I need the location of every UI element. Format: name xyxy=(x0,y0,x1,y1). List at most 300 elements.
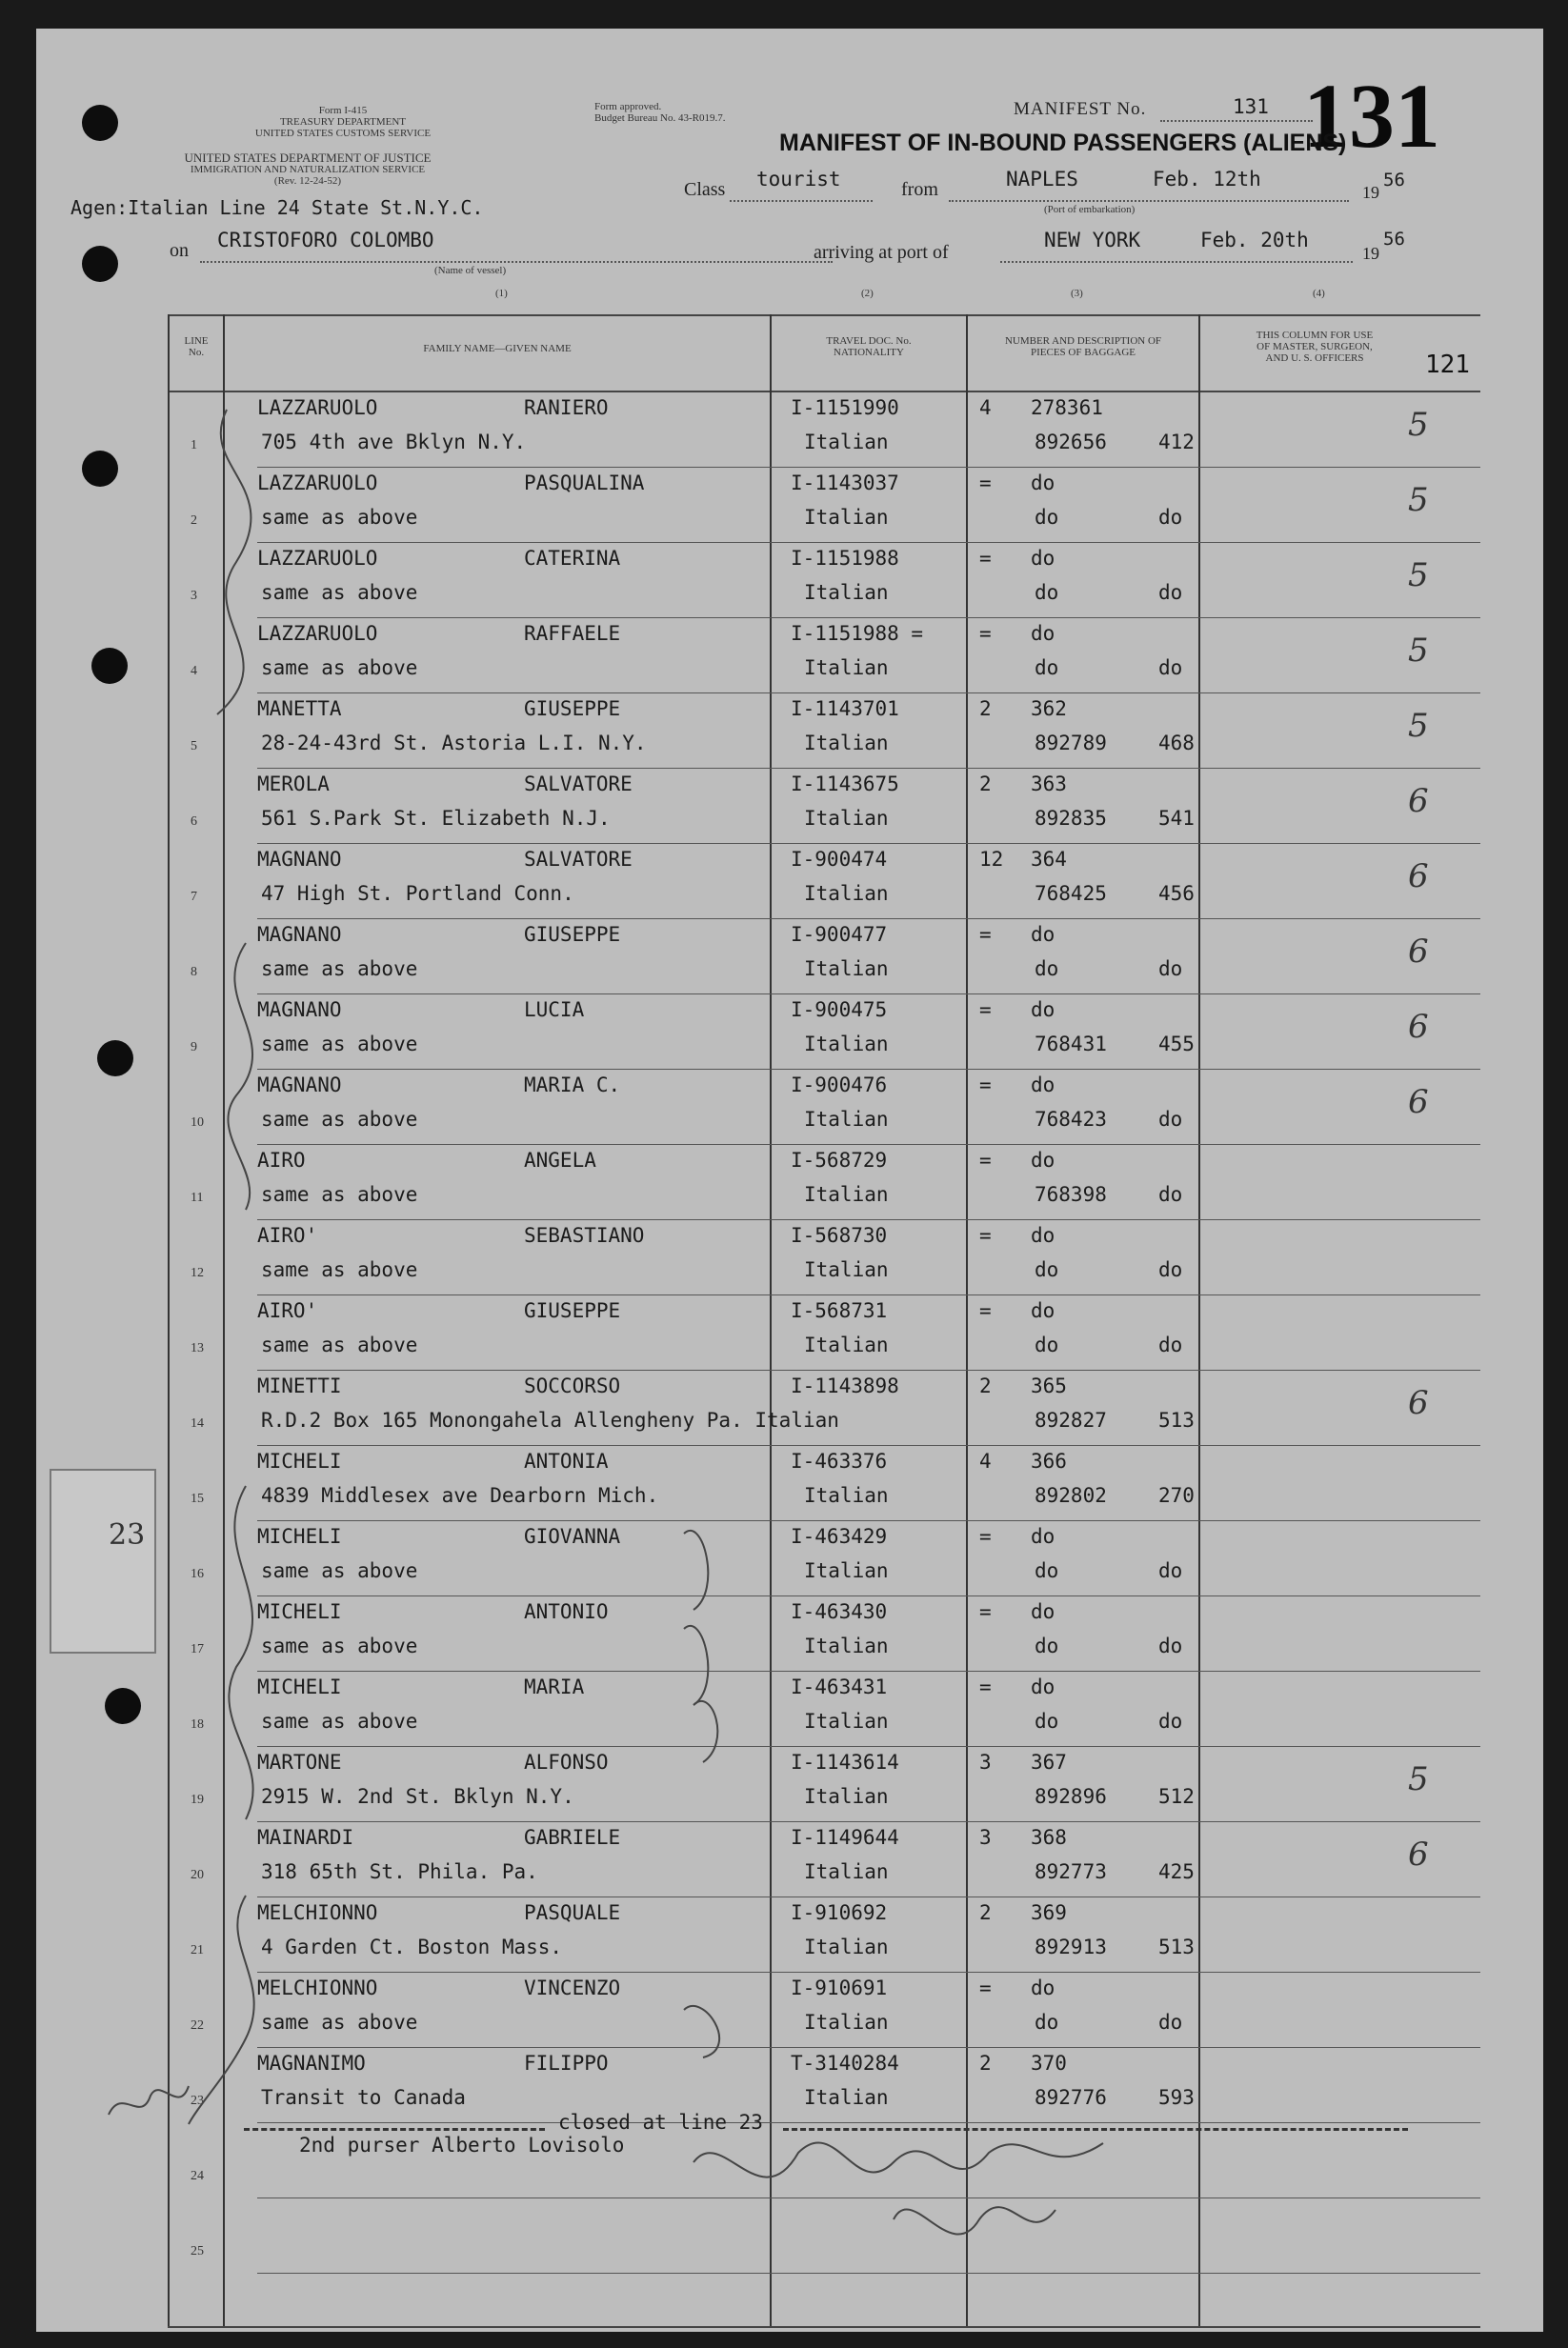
baggage-pieces: 2 xyxy=(979,773,992,795)
given-name: VINCENZO xyxy=(524,1977,621,1999)
officers-header-2: OF MASTER, SURGEON, xyxy=(1256,341,1373,352)
address: 28-24-43rd St. Astoria L.I. N.Y. xyxy=(261,732,647,754)
baggage-tag: 892789 xyxy=(1035,732,1107,754)
baggage-ref: do xyxy=(1031,1977,1055,1999)
line-number: 14 xyxy=(191,1416,204,1431)
line-header-2: No. xyxy=(188,347,205,358)
travel-doc: I-568729 xyxy=(791,1149,888,1172)
travel-doc: I-568730 xyxy=(791,1224,888,1247)
given-name: PASQUALE xyxy=(524,1901,621,1924)
baggage-ref: 278361 xyxy=(1031,396,1103,419)
family-name: LAZZARUOLO xyxy=(257,622,378,645)
baggage-tag: do xyxy=(1035,957,1059,980)
baggage-pieces: 2 xyxy=(979,697,992,720)
on-label: on xyxy=(170,240,189,261)
given-name: SALVATORE xyxy=(524,773,633,795)
line-number: 24 xyxy=(191,2169,204,2183)
baggage-ref: 364 xyxy=(1031,848,1067,871)
baggage-pieces: = xyxy=(979,1224,992,1247)
col-number-2: (2) xyxy=(861,288,874,299)
initial-mark xyxy=(684,1626,708,1705)
baggage-ref: 363 xyxy=(1031,773,1067,795)
given-name: FILIPPO xyxy=(524,2052,609,2075)
baggage-pieces: 4 xyxy=(979,1450,992,1473)
given-name: ANTONIO xyxy=(524,1600,609,1623)
address: same as above xyxy=(261,1635,418,1657)
family-name: MARTONE xyxy=(257,1751,342,1774)
line-number: 5 xyxy=(191,739,197,753)
baggage-ref: 366 xyxy=(1031,1450,1067,1473)
baggage-weight: 456 xyxy=(1158,882,1195,905)
baggage-ref: do xyxy=(1031,622,1055,645)
baggage-tag: do xyxy=(1035,1334,1059,1356)
travel-doc: I-568731 xyxy=(791,1299,888,1322)
manifest-no-label: MANIFEST No. xyxy=(1014,99,1147,119)
line-number: 2 xyxy=(191,513,197,528)
line-number: 22 xyxy=(191,2018,204,2033)
vessel-name: CRISTOFORO COLOMBO xyxy=(217,229,434,251)
line-number: 17 xyxy=(191,1642,204,1656)
baggage-weight: do xyxy=(1158,581,1183,604)
baggage-pieces: = xyxy=(979,1977,992,1999)
given-name: CATERINA xyxy=(524,547,621,570)
officer-mark: 6 xyxy=(1408,1083,1429,1121)
baggage-weight: do xyxy=(1158,1710,1183,1733)
baggage-ref: do xyxy=(1031,1299,1055,1322)
address: same as above xyxy=(261,506,418,529)
baggage-tag: do xyxy=(1035,1635,1059,1657)
manifest-sheet xyxy=(36,29,1543,2332)
given-name: GIUSEPPE xyxy=(524,697,621,720)
dept-justice: UNITED STATES DEPARTMENT OF JUSTICE xyxy=(184,151,432,165)
closed-at-line: closed at line 23 xyxy=(558,2111,763,2134)
travel-doc: I-1143701 xyxy=(791,697,899,720)
baggage-weight: 412 xyxy=(1158,431,1195,453)
family-name: MICHELI xyxy=(257,1450,342,1473)
given-name: MARIA C. xyxy=(524,1074,621,1096)
address: same as above xyxy=(261,1183,418,1206)
travel-doc: I-1143614 xyxy=(791,1751,899,1774)
travel-header-1: TRAVEL DOC. No. xyxy=(826,335,912,347)
line-number: 21 xyxy=(191,1943,204,1957)
stamp-number: 23 xyxy=(109,1518,146,1552)
baggage-weight: 270 xyxy=(1158,1484,1195,1507)
form-approved: Form approved. xyxy=(594,101,662,112)
address: same as above xyxy=(261,1108,418,1131)
line-number: 18 xyxy=(191,1717,204,1732)
given-name: ALFONSO xyxy=(524,1751,609,1774)
nationality: Italian xyxy=(804,506,889,529)
form-number: Form I-415 xyxy=(318,105,368,116)
given-name: GIUSEPPE xyxy=(524,923,621,946)
nationality: Italian xyxy=(804,1710,889,1733)
baggage-weight: do xyxy=(1158,506,1183,529)
baggage-tag: 892913 xyxy=(1035,1936,1107,1958)
baggage-ref: 362 xyxy=(1031,697,1067,720)
nationality: Italian xyxy=(804,732,889,754)
given-name: ANGELA xyxy=(524,1149,596,1172)
officer-mark: 6 xyxy=(1408,1836,1429,1874)
family-name: MAGNANO xyxy=(257,998,342,1021)
given-name: SALVATORE xyxy=(524,848,633,871)
officer-mark: 5 xyxy=(1408,707,1429,745)
class-value: tourist xyxy=(756,168,841,191)
line-number: 6 xyxy=(191,814,197,829)
baggage-tag: 892827 xyxy=(1035,1409,1107,1432)
baggage-tag: 892835 xyxy=(1035,807,1107,830)
embark-port: NAPLES xyxy=(1006,168,1078,191)
signature-scrawl xyxy=(694,2142,1103,2177)
baggage-ref: do xyxy=(1031,1224,1055,1247)
baggage-weight: do xyxy=(1158,1258,1183,1281)
given-name: ANTONIA xyxy=(524,1450,609,1473)
officer-mark: 6 xyxy=(1408,1384,1429,1422)
baggage-pieces: = xyxy=(979,923,992,946)
line-number: 19 xyxy=(191,1793,204,1807)
baggage-pieces: 2 xyxy=(979,2052,992,2075)
line-number: 13 xyxy=(191,1341,204,1355)
travel-doc: I-900477 xyxy=(791,923,888,946)
baggage-tag: do xyxy=(1035,581,1059,604)
given-name: GABRIELE xyxy=(524,1826,621,1849)
baggage-ref: 368 xyxy=(1031,1826,1067,1849)
officer-mark: 5 xyxy=(1408,406,1429,444)
arrival-year-suffix: 56 xyxy=(1383,229,1405,250)
line-number: 8 xyxy=(191,965,197,979)
baggage-pieces: = xyxy=(979,622,992,645)
family-name: AIRO' xyxy=(257,1224,318,1247)
budget-bureau: Budget Bureau No. 43-R019.7. xyxy=(594,112,726,124)
given-name: GIOVANNA xyxy=(524,1525,621,1548)
baggage-tag: do xyxy=(1035,656,1059,679)
address: same as above xyxy=(261,1258,418,1281)
baggage-weight: 541 xyxy=(1158,807,1195,830)
baggage-tag: 892656 xyxy=(1035,431,1107,453)
initial-mark xyxy=(684,1531,708,1610)
line-number: 20 xyxy=(191,1868,204,1882)
line-number: 9 xyxy=(191,1040,197,1054)
nationality: Italian xyxy=(804,882,889,905)
nationality: Italian xyxy=(804,1183,889,1206)
given-name: SEBASTIANO xyxy=(524,1224,645,1247)
baggage-pieces: 3 xyxy=(979,1826,992,1849)
officer-mark: 6 xyxy=(1408,782,1429,820)
nationality: Italian xyxy=(804,1258,889,1281)
arrival-year-prefix: 19 xyxy=(1362,244,1379,263)
line-number: 25 xyxy=(191,2244,204,2258)
baggage-pieces: 12 xyxy=(979,848,1004,871)
nationality: Italian xyxy=(804,656,889,679)
line-number: 1 xyxy=(191,438,197,452)
baggage-pieces: = xyxy=(979,998,992,1021)
margin-scrawl xyxy=(109,2086,189,2115)
address: 318 65th St. Phila. Pa. xyxy=(261,1860,538,1883)
family-name: LAZZARUOLO xyxy=(257,547,378,570)
officer-mark: 5 xyxy=(1408,556,1429,594)
address: 2915 W. 2nd St. Bklyn N.Y. xyxy=(261,1785,574,1808)
baggage-tag: 892896 xyxy=(1035,1785,1107,1808)
baggage-tag: 892802 xyxy=(1035,1484,1107,1507)
baggage-weight: do xyxy=(1158,1183,1183,1206)
purser-line: 2nd purser Alberto Lovisolo xyxy=(299,2134,625,2157)
officers-header-3: AND U. S. OFFICERS xyxy=(1265,352,1364,364)
baggage-ref: 367 xyxy=(1031,1751,1067,1774)
travel-doc: I-910691 xyxy=(791,1977,888,1999)
baggage-weight: 425 xyxy=(1158,1860,1195,1883)
agent-line: Agen:Italian Line 24 State St.N.Y.C. xyxy=(70,196,484,219)
travel-doc: I-463429 xyxy=(791,1525,888,1548)
travel-doc: I-900475 xyxy=(791,998,888,1021)
nationality: Italian xyxy=(804,1484,889,1507)
bracket-mark xyxy=(189,1896,254,2124)
baggage-weight: 513 xyxy=(1158,1936,1195,1958)
travel-doc: I-1143675 xyxy=(791,773,899,795)
bracket-mark xyxy=(217,410,251,714)
line-header-1: LINE xyxy=(184,335,209,347)
nationality: Italian xyxy=(804,2086,889,2109)
baggage-weight: 512 xyxy=(1158,1785,1195,1808)
initial-mark xyxy=(694,1701,717,1762)
manifest-big-number: 131 xyxy=(1303,65,1440,167)
baggage-tag: do xyxy=(1035,1710,1059,1733)
baggage-pieces: = xyxy=(979,1676,992,1698)
baggage-weight: do xyxy=(1158,2011,1183,2034)
family-name: MICHELI xyxy=(257,1676,342,1698)
baggage-tag: 768425 xyxy=(1035,882,1107,905)
address: Transit to Canada xyxy=(261,2086,466,2109)
line-number: 16 xyxy=(191,1567,204,1581)
given-name: RANIERO xyxy=(524,396,609,419)
family-name: LAZZARUOLO xyxy=(257,472,378,494)
travel-header-2: NATIONALITY xyxy=(834,347,904,358)
from-label: from xyxy=(901,179,938,200)
baggage-weight: 455 xyxy=(1158,1033,1195,1055)
baggage-pieces: = xyxy=(979,547,992,570)
address: 4 Garden Ct. Boston Mass. xyxy=(261,1936,563,1958)
baggage-weight: do xyxy=(1158,1108,1183,1131)
form-dept: TREASURY DEPARTMENT xyxy=(279,116,407,128)
address: same as above xyxy=(261,1033,418,1055)
travel-doc: I-1143037 xyxy=(791,472,899,494)
baggage-weight: do xyxy=(1158,1559,1183,1582)
address: same as above xyxy=(261,1559,418,1582)
family-name: AIRO xyxy=(257,1149,306,1172)
baggage-header-2: PIECES OF BAGGAGE xyxy=(1030,347,1136,358)
officer-mark: 5 xyxy=(1408,481,1429,519)
nationality: Italian xyxy=(804,1860,889,1883)
family-name: MELCHIONNO xyxy=(257,1977,378,1999)
line-number: 3 xyxy=(191,589,197,603)
baggage-ref: 369 xyxy=(1031,1901,1067,1924)
col-number-1: (1) xyxy=(495,288,508,299)
nationality: Italian xyxy=(804,1033,889,1055)
handwriting-overlay xyxy=(36,29,1543,2332)
family-name: MICHELI xyxy=(257,1525,342,1548)
margin-number: 121 xyxy=(1425,351,1470,379)
line-number: 15 xyxy=(191,1492,204,1506)
baggage-pieces: = xyxy=(979,1600,992,1623)
baggage-pieces: = xyxy=(979,1149,992,1172)
travel-doc: I-1151988 xyxy=(791,547,899,570)
col-number-4: (4) xyxy=(1313,288,1325,299)
address: 4839 Middlesex ave Dearborn Mich. xyxy=(261,1484,659,1507)
family-name: MANETTA xyxy=(257,697,342,720)
travel-doc: I-463430 xyxy=(791,1600,888,1623)
given-name: RAFFAELE xyxy=(524,622,621,645)
baggage-weight: do xyxy=(1158,656,1183,679)
baggage-pieces: = xyxy=(979,1525,992,1548)
depart-year-suffix: 56 xyxy=(1383,170,1405,191)
address: 561 S.Park St. Elizabeth N.J. xyxy=(261,807,611,830)
travel-doc: I-1151988 = xyxy=(791,622,924,645)
family-name: MAINARDI xyxy=(257,1826,354,1849)
officer-mark: 6 xyxy=(1408,933,1429,971)
nationality: Italian xyxy=(804,807,889,830)
travel-doc: I-1151990 xyxy=(791,396,899,419)
manifest-no-value: 131 xyxy=(1233,95,1269,118)
nationality: Italian xyxy=(804,1635,889,1657)
line-number: 12 xyxy=(191,1266,204,1280)
baggage-pieces: = xyxy=(979,1074,992,1096)
line-number: 23 xyxy=(191,2094,204,2108)
baggage-ref: do xyxy=(1031,1149,1055,1172)
address: same as above xyxy=(261,581,418,604)
given-name: LUCIA xyxy=(524,998,585,1021)
family-name: MEROLA xyxy=(257,773,330,795)
baggage-pieces: = xyxy=(979,1299,992,1322)
travel-doc: I-900474 xyxy=(791,848,888,871)
nationality: Italian xyxy=(804,1334,889,1356)
depart-date: Feb. 12th xyxy=(1153,168,1261,191)
baggage-tag: 768423 xyxy=(1035,1108,1107,1131)
arriving-label: arriving at port of xyxy=(814,242,949,263)
address: same as above xyxy=(261,656,418,679)
baggage-ref: do xyxy=(1031,1074,1055,1096)
baggage-weight: do xyxy=(1158,1635,1183,1657)
port-caption: (Port of embarkation) xyxy=(1044,204,1136,215)
baggage-tag: do xyxy=(1035,2011,1059,2034)
baggage-tag: do xyxy=(1035,1559,1059,1582)
nationality: Italian xyxy=(804,431,889,453)
col-header-name: FAMILY NAME—GIVEN NAME xyxy=(423,343,572,354)
form-rev: (Rev. 12-24-52) xyxy=(273,175,342,187)
travel-doc: I-1149644 xyxy=(791,1826,899,1849)
given-name: PASQUALINA xyxy=(524,472,645,494)
baggage-pieces: 4 xyxy=(979,396,992,419)
col-number-3: (3) xyxy=(1071,288,1083,299)
nationality: Italian xyxy=(804,1785,889,1808)
given-name: MARIA xyxy=(524,1676,585,1698)
page-title: MANIFEST OF IN-BOUND PASSENGERS (ALIENS) xyxy=(779,130,1347,156)
baggage-tag: do xyxy=(1035,1258,1059,1281)
address: same as above xyxy=(261,957,418,980)
address: 705 4th ave Bklyn N.Y. xyxy=(261,431,527,453)
baggage-tag: 768431 xyxy=(1035,1033,1107,1055)
baggage-ref: 370 xyxy=(1031,2052,1067,2075)
officers-header-1: THIS COLUMN FOR USE xyxy=(1256,330,1374,341)
officer-mark: 6 xyxy=(1408,857,1429,895)
given-name: SOCCORSO xyxy=(524,1375,621,1397)
travel-doc: T-3140284 xyxy=(791,2052,899,2075)
initial-mark xyxy=(684,2006,719,2057)
baggage-ref: do xyxy=(1031,923,1055,946)
baggage-pieces: = xyxy=(979,472,992,494)
family-name: AIRO' xyxy=(257,1299,318,1322)
nationality: Italian xyxy=(804,1559,889,1582)
class-label: Class xyxy=(684,179,726,200)
family-name: MAGNANO xyxy=(257,848,342,871)
address: R.D.2 Box 165 Monongahela Allengheny Pa. Italian xyxy=(261,1409,839,1432)
baggage-tag: do xyxy=(1035,506,1059,529)
family-name: MICHELI xyxy=(257,1600,342,1623)
family-name: MELCHIONNO xyxy=(257,1901,378,1924)
baggage-tag: 892773 xyxy=(1035,1860,1107,1883)
family-name: LAZZARUOLO xyxy=(257,396,378,419)
baggage-ref: do xyxy=(1031,547,1055,570)
travel-doc: I-463376 xyxy=(791,1450,888,1473)
line-number: 11 xyxy=(191,1191,204,1205)
baggage-header-1: NUMBER AND DESCRIPTION OF xyxy=(1004,335,1162,347)
nationality: Italian xyxy=(804,1936,889,1958)
officer-mark: 6 xyxy=(1408,1008,1429,1046)
baggage-ref: do xyxy=(1031,1600,1055,1623)
nationality: Italian xyxy=(804,2011,889,2034)
baggage-weight: do xyxy=(1158,1334,1183,1356)
line-number: 7 xyxy=(191,890,197,904)
line-number: 4 xyxy=(191,664,197,678)
line-number: 10 xyxy=(191,1115,204,1130)
baggage-weight: do xyxy=(1158,957,1183,980)
arrival-date: Feb. 20th xyxy=(1200,229,1309,251)
family-name: MINETTI xyxy=(257,1375,342,1397)
travel-doc: I-1143898 xyxy=(791,1375,899,1397)
nationality: Italian xyxy=(804,957,889,980)
baggage-ref: do xyxy=(1031,1676,1055,1698)
officer-mark: 5 xyxy=(1408,1760,1429,1798)
baggage-ref: 365 xyxy=(1031,1375,1067,1397)
baggage-weight: 468 xyxy=(1158,732,1195,754)
bracket-mark xyxy=(228,943,252,1210)
travel-doc: I-463431 xyxy=(791,1676,888,1698)
form-service: UNITED STATES CUSTOMS SERVICE xyxy=(254,128,432,139)
nationality: Italian xyxy=(804,581,889,604)
baggage-ref: do xyxy=(1031,472,1055,494)
dept-ins: IMMIGRATION AND NATURALIZATION SERVICE xyxy=(190,164,426,175)
baggage-pieces: 3 xyxy=(979,1751,992,1774)
baggage-ref: do xyxy=(1031,998,1055,1021)
address: same as above xyxy=(261,1334,418,1356)
travel-doc: I-910692 xyxy=(791,1901,888,1924)
address: same as above xyxy=(261,1710,418,1733)
baggage-weight: 593 xyxy=(1158,2086,1195,2109)
arrival-port: NEW YORK xyxy=(1044,229,1141,251)
family-name: MAGNANO xyxy=(257,1074,342,1096)
travel-doc: I-900476 xyxy=(791,1074,888,1096)
family-name: MAGNANIMO xyxy=(257,2052,366,2075)
address: same as above xyxy=(261,2011,418,2034)
nationality: Italian xyxy=(804,1108,889,1131)
depart-year-prefix: 19 xyxy=(1362,183,1379,202)
bracket-mark xyxy=(229,1486,252,1819)
baggage-tag: 892776 xyxy=(1035,2086,1107,2109)
given-name: GIUSEPPE xyxy=(524,1299,621,1322)
baggage-weight: 513 xyxy=(1158,1409,1195,1432)
baggage-ref: do xyxy=(1031,1525,1055,1548)
officer-mark: 5 xyxy=(1408,632,1429,670)
baggage-tag: 768398 xyxy=(1035,1183,1107,1206)
signature-scrawl xyxy=(894,2207,1055,2234)
family-name: MAGNANO xyxy=(257,923,342,946)
